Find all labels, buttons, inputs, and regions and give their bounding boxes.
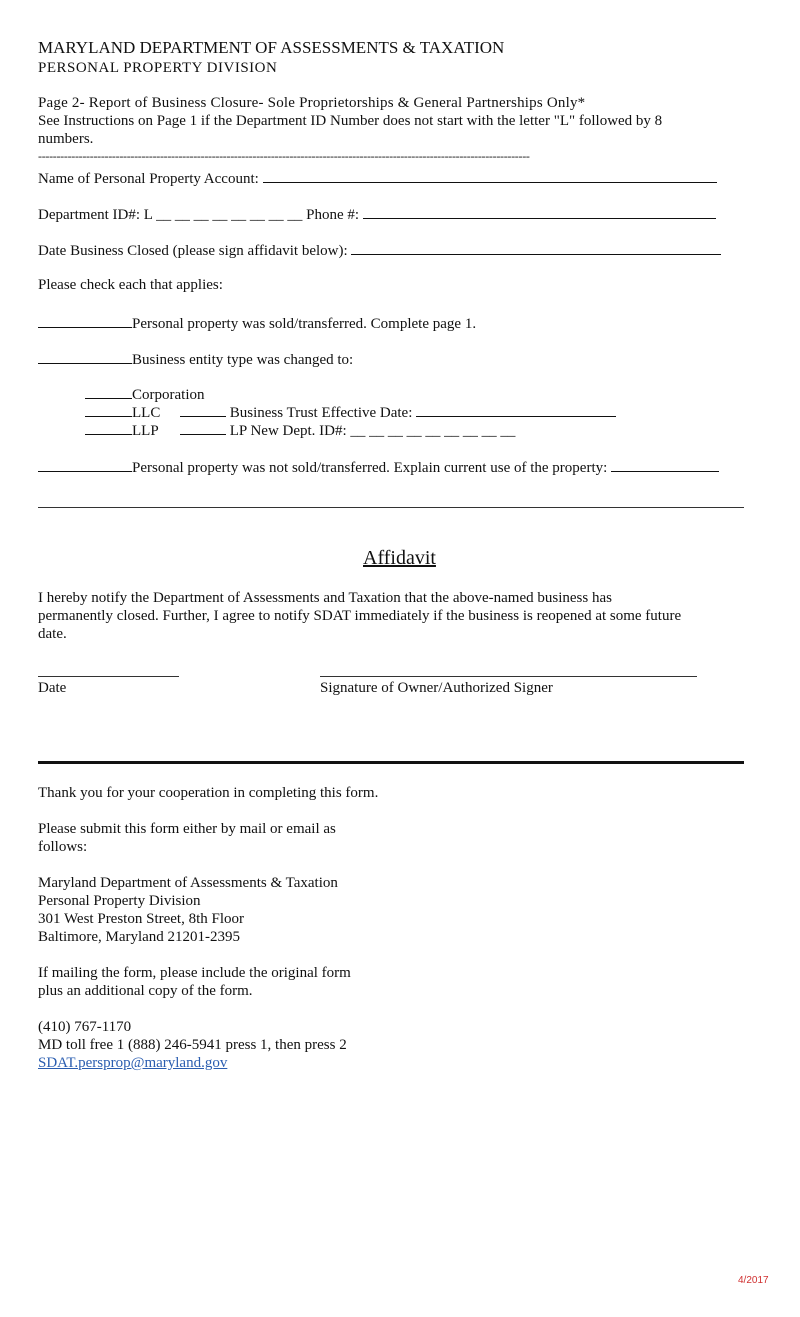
entity-changed-checkbox[interactable] — [38, 349, 132, 364]
sold-checkbox[interactable] — [38, 313, 132, 328]
lp-new-id-field[interactable]: LP New Dept. ID#: __ __ __ __ __ __ __ __ __ — [229, 423, 516, 439]
address-line: Maryland Department of Assessments & Taxation — [38, 875, 338, 891]
current-use-line-field[interactable] — [38, 507, 744, 508]
affidavit-text: permanently closed. Further, I agree to notify SDAT immediately if the business is reopened at some future — [38, 608, 682, 624]
section-divider — [38, 761, 744, 764]
llp-label: LLP — [132, 423, 159, 439]
business-trust-date-field[interactable] — [416, 402, 616, 417]
date-closed-row — [38, 240, 721, 260]
submit-text: follows: — [38, 839, 88, 855]
affidavit-text: I hereby notify the Department of Assessments and Taxation that the above-named business has — [38, 590, 612, 606]
not-sold-label: Personal property was not sold/transferred. Explain current use of the property: — [132, 460, 608, 476]
signature-field[interactable] — [320, 676, 697, 677]
department-title: MARYLAND DEPARTMENT OF ASSESSMENTS & TAXATION — [38, 38, 505, 57]
phone-label: Phone #: — [306, 207, 360, 223]
address-line: Personal Property Division — [38, 893, 201, 909]
lp-checkbox[interactable] — [180, 420, 226, 435]
instructions-line: numbers. — [38, 131, 94, 147]
dashed-separator: ------------------------------------------------------------------------------------------------------------------------------------- — [38, 149, 530, 163]
affidavit-title: Affidavit — [363, 547, 436, 569]
mailing-note: If mailing the form, please include the original form — [38, 965, 351, 981]
division-title: PERSONAL PROPERTY DIVISION — [38, 60, 278, 76]
account-name-row — [38, 168, 717, 188]
llc-label: LLC — [132, 405, 161, 421]
email-link[interactable]: SDAT.persprop@maryland.gov — [38, 1055, 228, 1071]
dept-phone-row — [38, 204, 716, 224]
corporation-label: Corporation — [132, 387, 205, 403]
corporation-checkbox[interactable] — [85, 384, 132, 399]
revision-date: 4/2017 — [738, 1275, 769, 1286]
account-name-label: Name of Personal Property Account: — [38, 171, 259, 187]
sold-label: Personal property was sold/transferred. Complete page 1. — [132, 316, 477, 332]
business-trust-checkbox[interactable] — [180, 402, 226, 417]
check-prompt: Please check each that applies: — [38, 277, 223, 293]
date-closed-field[interactable] — [351, 240, 721, 255]
thanks-text: Thank you for your cooperation in completing this form. — [38, 785, 379, 801]
llp-checkbox[interactable] — [85, 420, 132, 435]
entity-changed-label: Business entity type was changed to: — [132, 352, 354, 368]
toll-free-number: MD toll free 1 (888) 246-5941 press 1, then press 2 — [38, 1037, 347, 1053]
dept-id-field[interactable]: Department ID#: L __ __ __ __ __ __ __ __ — [38, 207, 303, 223]
not-sold-checkbox[interactable] — [38, 457, 132, 472]
instructions-line: See Instructions on Page 1 if the Department ID Number does not start with the letter "L" followed by 8 — [38, 113, 663, 129]
phone-field[interactable] — [363, 204, 716, 219]
affidavit-text: date. — [38, 626, 67, 642]
mailing-note: plus an additional copy of the form. — [38, 983, 253, 999]
address-line: Baltimore, Maryland 21201-2395 — [38, 929, 241, 945]
date-closed-label: Date Business Closed (please sign affidavit below): — [38, 243, 348, 259]
phone-number: (410) 767-1170 — [38, 1019, 132, 1035]
signature-label: Signature of Owner/Authorized Signer — [320, 680, 553, 696]
account-name-field[interactable] — [263, 168, 717, 183]
date-label: Date — [38, 680, 67, 696]
business-trust-label: Business Trust Effective Date: — [229, 405, 413, 421]
form-heading: Page 2- Report of Business Closure- Sole Proprietorships & General Partnerships Only* — [38, 95, 586, 111]
llc-checkbox[interactable] — [85, 402, 132, 417]
submit-text: Please submit this form either by mail or email as — [38, 821, 336, 837]
address-line: 301 West Preston Street, 8th Floor — [38, 911, 245, 927]
current-use-field[interactable] — [611, 457, 719, 472]
date-signature-field[interactable] — [38, 676, 179, 677]
